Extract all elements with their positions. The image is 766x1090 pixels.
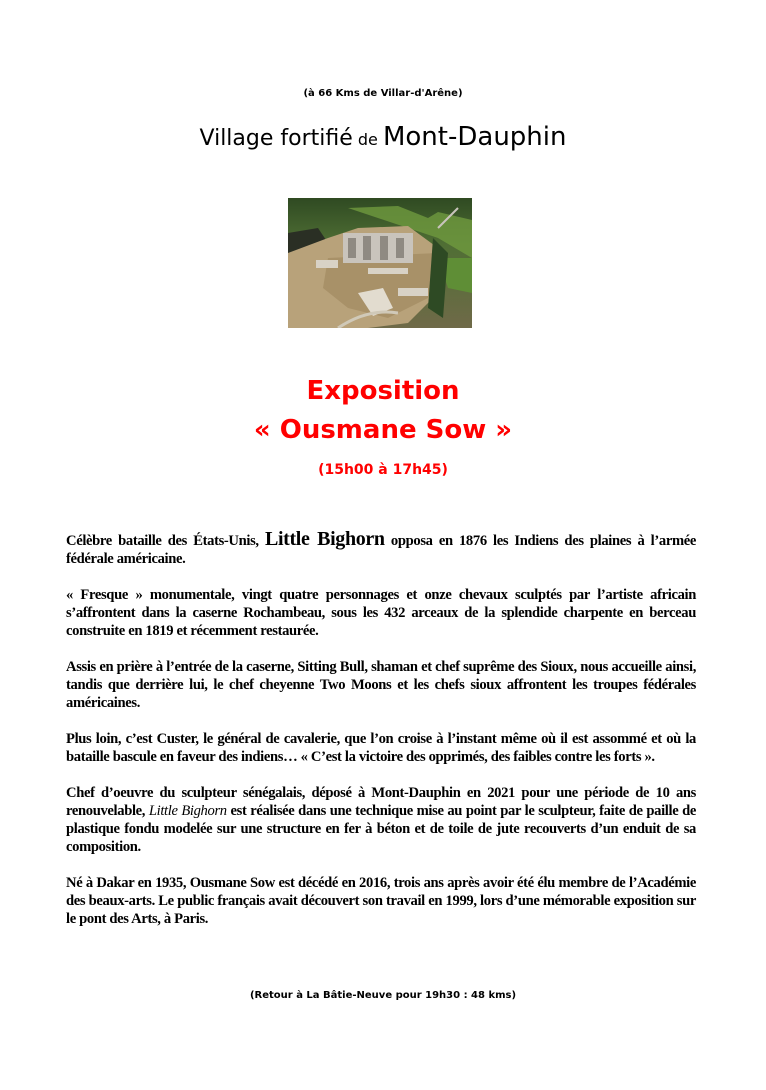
fortress-image-icon xyxy=(288,198,472,328)
paragraph-chef-oeuvre xyxy=(66,784,696,856)
paragraph-biography: Né à Dakar en 1935, Ousmane Sow est décédé en 2016, trois ans après avoir été élu membre de l’Académie des beaux-arts. Le public français avait découvert son travail en 1999, lors d’une mémorable exposition sur le pont des Arts, à Paris. xyxy=(66,875,696,927)
p5-text-a: Chef d’oeuvre du sculpteur sénégalais, déposé à Mont-Dauphin en 2021 pour une période de 10 ans renouvelable, xyxy=(66,785,696,819)
title-de: de xyxy=(357,130,378,149)
paragraph-custer: Plus loin, c’est Custer, le général de cavalerie, que l’on croise à l’instant même où il est assommé et où la bataille bascule en faveur des indiens… « C’est la victoire des opprimés, des faibles contre les forts ». xyxy=(66,731,696,765)
paragraph-sitting-bull: Assis en prière à l’entrée de la caserne, Sitting Bull, shaman et chef suprême des Sioux, nous accueille ainsi, tandis que derrière lui, le chef cheyenne Two Moons et les chefs sioux affrontent les troupes fédérales américaines. xyxy=(66,659,696,711)
exhibition-heading xyxy=(0,372,766,478)
exhibition-label: Exposition xyxy=(306,376,460,406)
exhibition-name: « Ousmane Sow » xyxy=(253,415,513,445)
article-body xyxy=(66,530,696,946)
paragraph-fresque: « Fresque » monumentale, vingt quatre personnages et onze chevaux sculptés par l’artiste africain s’affrontent dans la caserne Rochambeau, sous les 432 arceaux de la splendide charpente en berceau construite en 1819 et récemment restaurée. xyxy=(66,587,696,639)
aerial-photo-mont-dauphin xyxy=(288,198,472,328)
p1-text-a: Célèbre bataille des États-Unis, xyxy=(66,533,265,549)
p1-little-bighorn: Little Bighorn xyxy=(264,528,385,550)
p1-text-c: opposa en 1876 les Indiens des plaines à l’armée fédérale américaine. xyxy=(66,533,697,567)
title-village-fortifie: Village fortifié xyxy=(199,126,353,151)
exhibition-hours: (15h00 à 17h45) xyxy=(318,462,448,478)
p5-text-c: est réalisée dans une technique mise au point par le sculpteur, faite de paille de plastique fondu modelée sur une structure en fer à béton et de toile de jute recouverts d’un enduit de sa composition. xyxy=(66,803,696,855)
distance-note: (à 66 Kms de Villar-d'Arêne) xyxy=(303,88,463,99)
paragraph-intro xyxy=(66,530,696,568)
title-mont-dauphin: Mont-Dauphin xyxy=(382,122,567,152)
return-note: (Retour à La Bâtie-Neuve pour 19h30 : 48 kms) xyxy=(249,990,517,1001)
p5-little-bighorn-italic: Little Bighorn xyxy=(148,803,227,819)
page-title xyxy=(0,122,766,152)
